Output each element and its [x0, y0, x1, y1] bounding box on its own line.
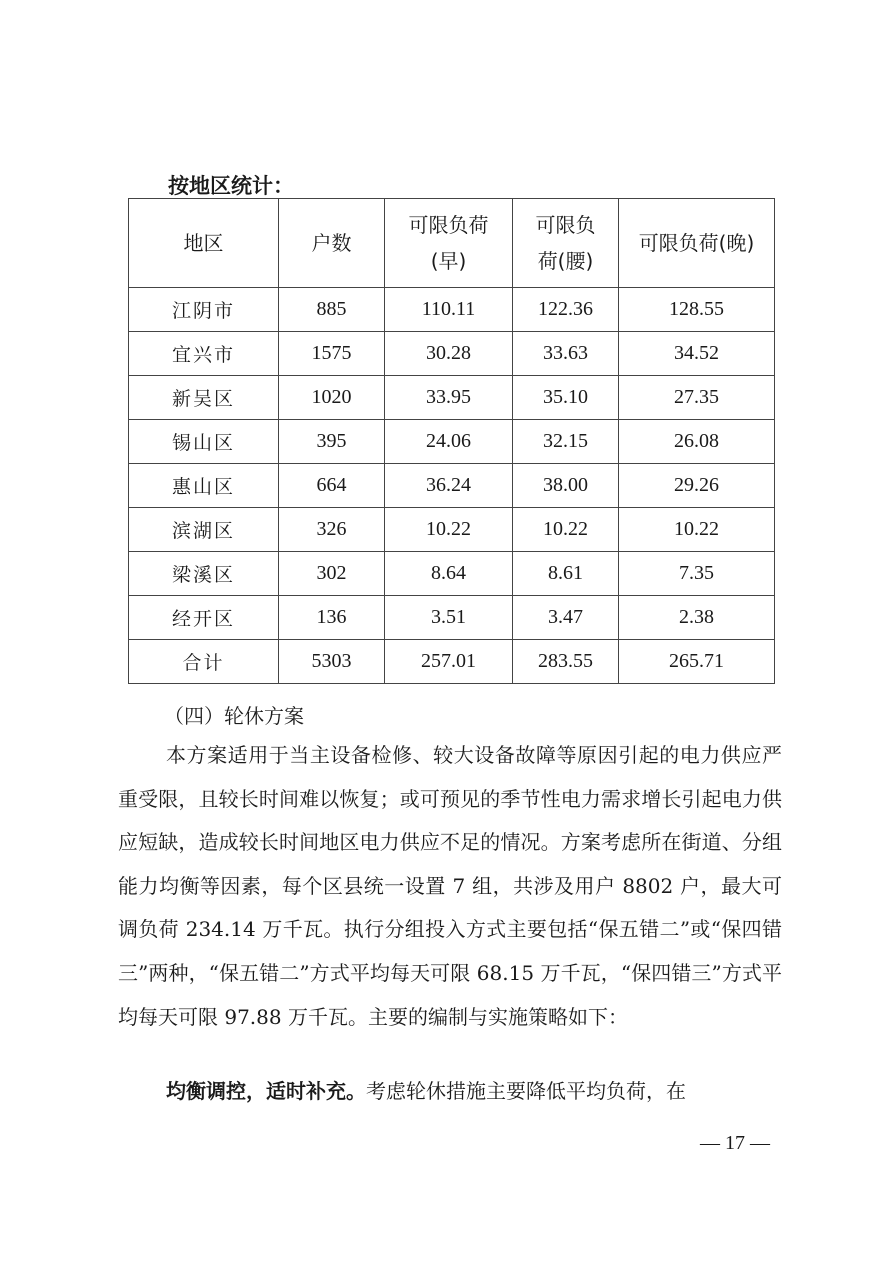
region-cell: 锡山区 — [129, 420, 279, 464]
region-stats-table — [128, 198, 775, 684]
section-heading: 按地区统计： — [168, 174, 294, 198]
value-cell: 10.22 — [385, 508, 513, 552]
value-cell: 326 — [279, 508, 385, 552]
value-cell: 265.71 — [619, 640, 775, 684]
region-cell: 合计 — [129, 640, 279, 684]
value-cell: 7.35 — [619, 552, 775, 596]
value-cell: 33.95 — [385, 376, 513, 420]
table-row — [129, 596, 775, 640]
value-cell: 664 — [279, 464, 385, 508]
value-cell: 5303 — [279, 640, 385, 684]
value-cell: 3.51 — [385, 596, 513, 640]
value-cell: 395 — [279, 420, 385, 464]
header-load-morning-line2: (早) — [430, 249, 467, 273]
region-cell: 滨湖区 — [129, 508, 279, 552]
section-title: （四）轮休方案 — [164, 704, 304, 728]
value-cell: 24.06 — [385, 420, 513, 464]
value-cell: 136 — [279, 596, 385, 640]
region-cell: 宜兴市 — [129, 332, 279, 376]
page-number: — 17 — — [700, 1132, 770, 1154]
value-cell: 1575 — [279, 332, 385, 376]
value-cell: 34.52 — [619, 332, 775, 376]
value-cell: 3.47 — [513, 596, 619, 640]
paragraph-rest: 考虑轮休措施主要降低平均负荷，在 — [366, 1079, 686, 1103]
value-cell: 30.28 — [385, 332, 513, 376]
body-paragraph: 本方案适用于当主设备检修、较大设备故障等原因引起的电力供应严重受限，且较长时间难以恢复；或可预见的季节性电力需求增长引起电力供应短缺，造成较长时间地区电力供应不足的情况。方案考虑所在街道、分组能力均衡等因素，每个区县统一设置 7 组，共涉及用户 8802 户，最大可调负荷 234.14 万千瓦。执行分组投入方式主要包括“保五错二”或“保四错三”两种，“保五错二”方式平均每天可限 68.15 万千瓦，“保四错三”方式平均每天可限 97.88 万千瓦。主要的编制与实施策略如下： — [118, 743, 782, 1029]
header-region — [129, 199, 279, 288]
value-cell: 38.00 — [513, 464, 619, 508]
value-cell: 8.61 — [513, 552, 619, 596]
value-cell: 302 — [279, 552, 385, 596]
table-row — [129, 420, 775, 464]
value-cell: 110.11 — [385, 288, 513, 332]
value-cell: 36.24 — [385, 464, 513, 508]
region-cell: 新吴区 — [129, 376, 279, 420]
value-cell: 283.55 — [513, 640, 619, 684]
value-cell: 122.36 — [513, 288, 619, 332]
header-households-text: 户数 — [311, 231, 352, 255]
region-cell: 梁溪区 — [129, 552, 279, 596]
value-cell: 2.38 — [619, 596, 775, 640]
value-cell: 10.22 — [513, 508, 619, 552]
paragraph-lead: 均衡调控，适时补充。 — [166, 1079, 366, 1103]
header-region-text: 地区 — [183, 231, 224, 255]
value-cell: 885 — [279, 288, 385, 332]
header-load-morning — [385, 199, 513, 288]
table-row — [129, 332, 775, 376]
header-households — [279, 199, 385, 288]
table-row — [129, 552, 775, 596]
body-paragraph-2 — [118, 1070, 782, 1114]
value-cell: 35.10 — [513, 376, 619, 420]
value-cell: 33.63 — [513, 332, 619, 376]
table-row — [129, 288, 775, 332]
value-cell: 27.35 — [619, 376, 775, 420]
header-load-midday — [513, 199, 619, 288]
value-cell: 10.22 — [619, 508, 775, 552]
value-cell: 1020 — [279, 376, 385, 420]
table-row — [129, 508, 775, 552]
header-load-evening — [619, 199, 775, 288]
value-cell: 8.64 — [385, 552, 513, 596]
table-row — [129, 640, 775, 684]
value-cell: 257.01 — [385, 640, 513, 684]
region-cell: 江阴市 — [129, 288, 279, 332]
table-row — [129, 376, 775, 420]
header-load-evening-text: 可限负荷(晚) — [638, 231, 755, 255]
header-load-midday-line1: 可限负 — [535, 213, 596, 237]
region-cell: 惠山区 — [129, 464, 279, 508]
value-cell: 128.55 — [619, 288, 775, 332]
header-load-midday-line2: 荷(腰) — [537, 249, 594, 273]
value-cell: 26.08 — [619, 420, 775, 464]
table-header-row — [129, 199, 775, 288]
header-load-morning-line1: 可限负荷 — [408, 213, 489, 237]
value-cell: 29.26 — [619, 464, 775, 508]
table-row — [129, 464, 775, 508]
value-cell: 32.15 — [513, 420, 619, 464]
region-cell: 经开区 — [129, 596, 279, 640]
